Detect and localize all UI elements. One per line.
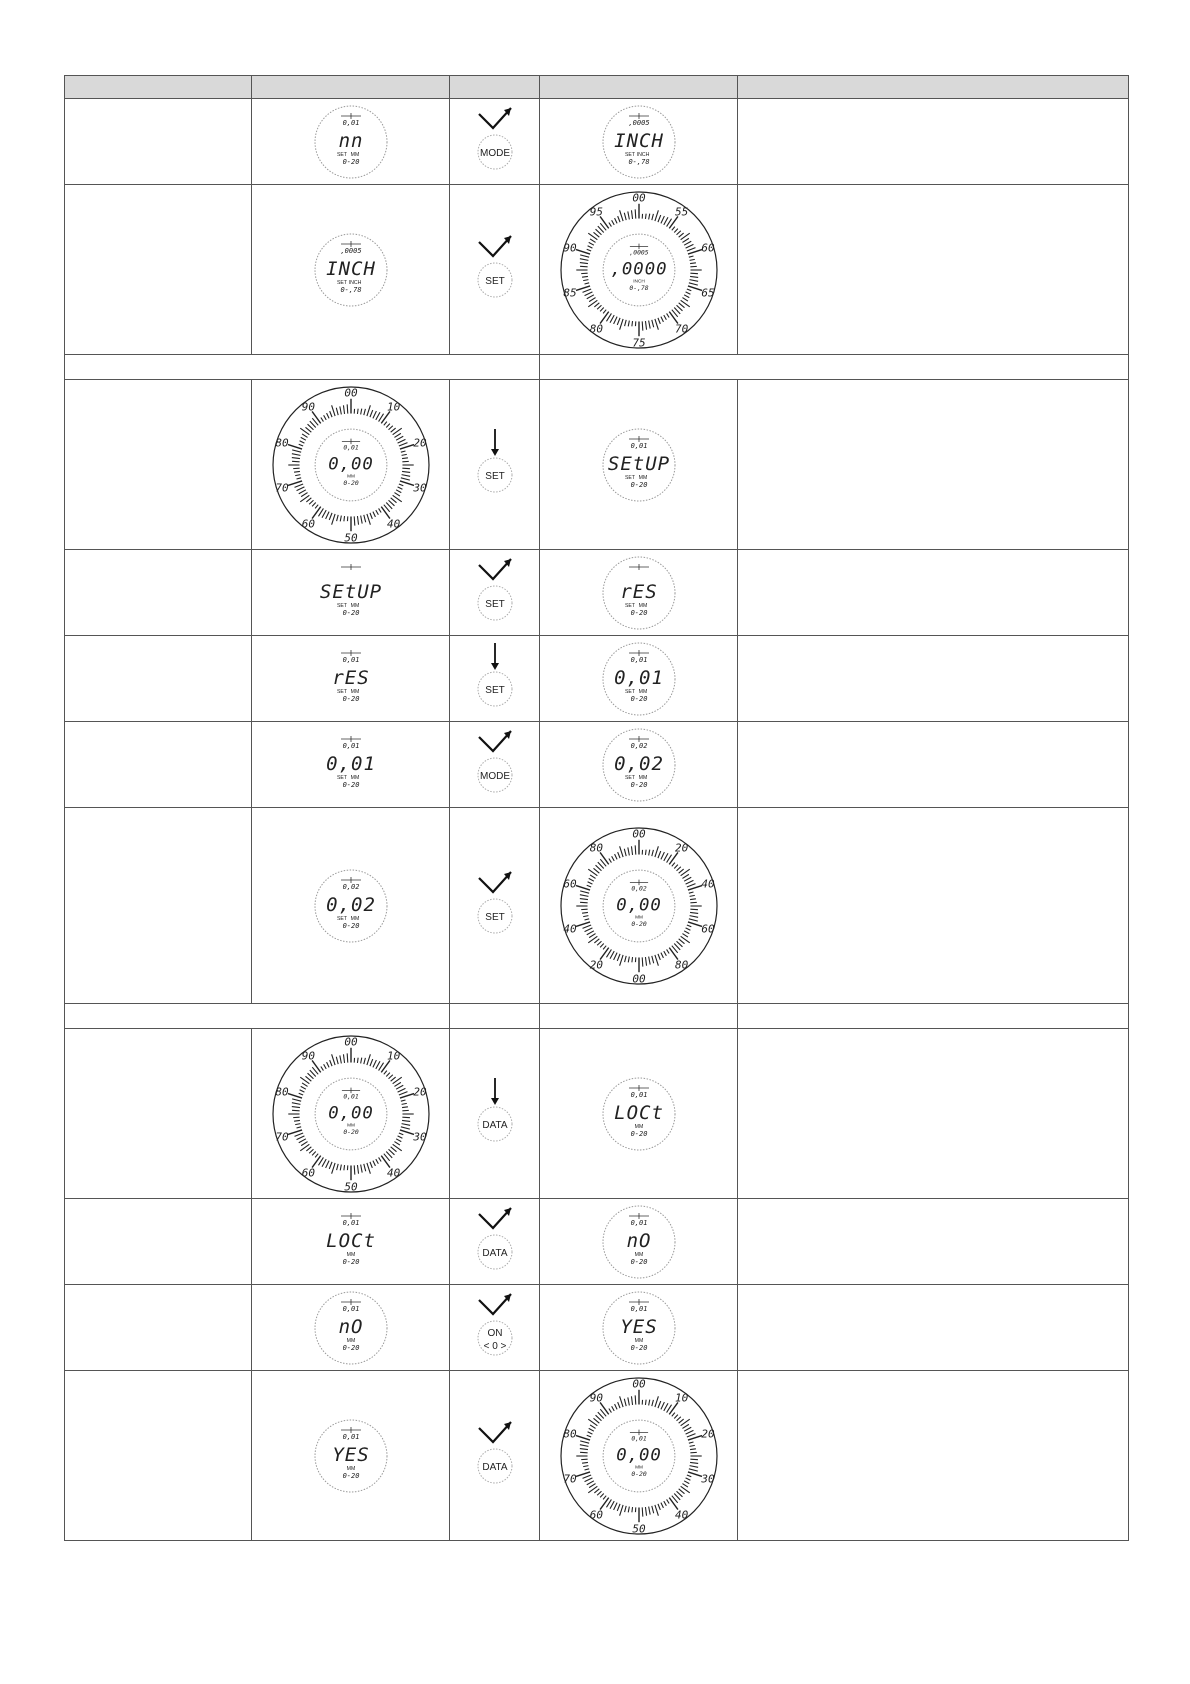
range-readout: 0-20 [342, 921, 359, 930]
resolution-readout: 0,01 [342, 741, 359, 750]
main-readout: 0,01 [613, 666, 664, 689]
unit-indicator: MM [346, 1251, 355, 1258]
resolution-readout: 0,01 [342, 443, 359, 452]
display-before-cell [252, 99, 450, 185]
action-cell [450, 1285, 540, 1371]
main-readout: SEtUP [607, 452, 670, 475]
action-cell [450, 185, 540, 355]
header-cell [738, 76, 1129, 99]
dial-label: 90 [562, 241, 577, 255]
resolution-readout: 0,01 [342, 1218, 359, 1227]
unit-indicator: MM [634, 1337, 643, 1344]
dial-label: 80 [562, 1427, 577, 1441]
button-label: < 0 > [483, 1340, 506, 1352]
dial-label: 70 [562, 1471, 577, 1485]
resolution-readout: 0,02 [630, 741, 647, 750]
lcd-display [311, 639, 391, 719]
step-row [65, 1285, 1129, 1371]
range-readout: 0-20 [342, 1343, 359, 1352]
table-header-row [65, 76, 1129, 99]
range-readout: 0-20 [342, 1471, 359, 1480]
resolution-readout: 0,02 [342, 882, 359, 891]
notes-cell [738, 380, 1129, 550]
section-cell [540, 355, 1129, 380]
set-indicator: SET [336, 151, 347, 158]
unit-indicator: MM [350, 774, 359, 781]
range-readout: 0-20 [630, 1129, 647, 1138]
range-readout: 0-,78 [628, 283, 649, 292]
display-after-cell [540, 1371, 738, 1541]
step-description-cell [65, 1029, 252, 1199]
display-after-cell [540, 550, 738, 636]
button-label: SET [484, 911, 505, 923]
dial-label: 20 [674, 840, 688, 854]
unit-indicator: MM [350, 915, 359, 922]
display-after-cell [540, 1285, 738, 1371]
dial-label: 30 [412, 1129, 427, 1143]
action-cell [450, 550, 540, 636]
dial-label: 80 [589, 840, 603, 854]
dial-label: 10 [674, 1390, 688, 1404]
display-after-cell [540, 1199, 738, 1285]
dial-label: 55 [674, 204, 688, 218]
step-row [65, 722, 1129, 808]
dial-label: 70 [274, 480, 289, 494]
unit-indicator: MM [638, 688, 647, 695]
step-description-cell [65, 1285, 252, 1371]
action-cell [450, 722, 540, 808]
release-check-icon [465, 553, 525, 633]
display-after-cell [540, 636, 738, 722]
lcd-display [599, 102, 679, 182]
unit-indicator: INCH [632, 279, 645, 285]
display-after-cell [540, 722, 738, 808]
dial-label: 30 [412, 480, 427, 494]
lcd-display [311, 102, 391, 182]
resolution-readout: 0,01 [342, 1432, 359, 1441]
dial-label: 30 [700, 1471, 715, 1485]
button-label: SET [484, 684, 505, 696]
main-readout: YES [331, 1443, 370, 1466]
dial-label: 00 [631, 826, 646, 840]
lcd-display [311, 1416, 391, 1496]
header-cell [450, 76, 540, 99]
dial-label: 75 [631, 336, 646, 350]
lcd-display [599, 725, 679, 805]
unit-indicator: MM [350, 151, 359, 158]
set-indicator: SET [624, 774, 635, 781]
release-check-icon [465, 230, 525, 310]
dial-label: 40 [562, 921, 577, 935]
header-cell [540, 76, 738, 99]
button-label: MODE [479, 770, 510, 782]
table-body [65, 99, 1129, 1541]
section-cell [65, 1004, 450, 1029]
unit-indicator: MM [346, 1337, 355, 1344]
unit-indicator: MM [346, 474, 355, 480]
range-readout: 0-20 [630, 1343, 647, 1352]
section-cell [65, 355, 540, 380]
dial-label: 00 [631, 190, 646, 204]
range-readout: 0-20 [630, 694, 647, 703]
section-cell [450, 1004, 540, 1029]
unit-indicator: MM [634, 915, 643, 921]
step-description-cell [65, 722, 252, 808]
release-check-icon [465, 102, 525, 182]
button-label: DATA [481, 1461, 508, 1473]
button-label: DATA [481, 1119, 508, 1131]
analog-dial-display [557, 824, 721, 988]
dial-label: 60 [700, 921, 715, 935]
set-indicator: SET [336, 774, 347, 781]
range-readout: 0-20 [630, 1469, 647, 1478]
button-label: ON [487, 1327, 502, 1339]
step-description-cell [65, 808, 252, 1004]
dial-label: 80 [274, 1085, 289, 1099]
dial-label: 20 [412, 1085, 427, 1099]
step-row [65, 99, 1129, 185]
range-readout: 0-20 [342, 608, 359, 617]
release-check-icon [465, 1202, 525, 1282]
range-readout: 0-20 [342, 780, 359, 789]
dial-label: 10 [386, 1048, 400, 1062]
step-row [65, 1199, 1129, 1285]
range-readout: 0-20 [342, 1127, 359, 1136]
lcd-display [311, 230, 391, 310]
range-readout: 0-20 [630, 1257, 647, 1266]
unit-indicator: MM [346, 1465, 355, 1472]
dial-label: 40 [700, 877, 715, 891]
notes-cell [738, 550, 1129, 636]
display-after-cell [540, 380, 738, 550]
notes-cell [738, 1285, 1129, 1371]
display-before-cell [252, 636, 450, 722]
release-check-icon [465, 866, 525, 946]
range-readout: 0-20 [630, 780, 647, 789]
button-label: SET [484, 598, 505, 610]
dial-label: 95 [589, 204, 603, 218]
resolution-readout: 0,01 [342, 1304, 359, 1313]
press-arrow-icon [465, 1074, 525, 1154]
dial-label: 40 [386, 1166, 400, 1180]
lcd-display [311, 866, 391, 946]
main-readout: rES [619, 580, 658, 603]
release-check-icon [465, 1288, 525, 1368]
unit-indicator: MM [634, 1123, 643, 1130]
notes-cell [738, 1029, 1129, 1199]
action-cell [450, 636, 540, 722]
display-before-cell [252, 1285, 450, 1371]
resolution-readout: 0,01 [342, 1092, 359, 1101]
section-divider-row [65, 355, 1129, 380]
range-readout: 0-20 [630, 480, 647, 489]
release-check-icon [465, 725, 525, 805]
set-indicator: SET [336, 688, 347, 695]
lcd-display [599, 425, 679, 505]
main-readout: 0,02 [613, 752, 664, 775]
dial-label: 90 [301, 1048, 315, 1062]
notes-cell [738, 808, 1129, 1004]
main-readout: INCH [325, 257, 376, 280]
display-before-cell [252, 1029, 450, 1199]
release-check-icon [465, 1416, 525, 1496]
range-readout: 0-,78 [339, 285, 362, 294]
display-after-cell [540, 99, 738, 185]
lcd-display [599, 1074, 679, 1154]
set-indicator: SET [336, 602, 347, 609]
action-cell [450, 380, 540, 550]
unit-indicator: MM [638, 774, 647, 781]
main-readout: LOCt [325, 1229, 376, 1252]
dial-label: 20 [700, 1427, 715, 1441]
display-before-cell [252, 1371, 450, 1541]
action-cell [450, 1199, 540, 1285]
display-before-cell [252, 1199, 450, 1285]
unit-indicator: INCH [636, 151, 649, 158]
resolution-readout: 0,01 [630, 1090, 647, 1099]
step-description-cell [65, 636, 252, 722]
display-before-cell [252, 185, 450, 355]
section-divider-row [65, 1004, 1129, 1029]
resolution-readout: 0,01 [342, 118, 359, 127]
step-row [65, 808, 1129, 1004]
notes-cell [738, 99, 1129, 185]
display-after-cell [540, 1029, 738, 1199]
lcd-display [311, 1202, 391, 1282]
main-readout: ,0000 [609, 259, 668, 280]
step-description-cell [65, 380, 252, 550]
dial-label: 50 [631, 1522, 646, 1536]
main-readout: 0,02 [325, 893, 376, 916]
resolution-readout: ,0005 [628, 248, 649, 257]
action-cell [450, 1029, 540, 1199]
main-readout: YES [619, 1315, 658, 1338]
step-row [65, 636, 1129, 722]
unit-indicator: INCH [348, 279, 361, 286]
lcd-display [599, 553, 679, 633]
step-description-cell [65, 1199, 252, 1285]
resolution-readout: 0,01 [630, 441, 647, 450]
analog-dial-display [269, 383, 433, 547]
resolution-readout: 0,02 [630, 884, 647, 893]
range-readout: 0-20 [342, 478, 359, 487]
notes-cell [738, 185, 1129, 355]
unit-indicator: MM [346, 1123, 355, 1129]
set-indicator: SET [624, 602, 635, 609]
set-indicator: SET [336, 279, 347, 286]
range-readout: 0-20 [342, 1257, 359, 1266]
step-description-cell [65, 185, 252, 355]
dial-label: 00 [631, 972, 646, 986]
main-readout: 0,00 [327, 1103, 374, 1124]
dial-label: 90 [301, 399, 315, 413]
step-row [65, 550, 1129, 636]
lcd-display [599, 1202, 679, 1282]
dial-label: 80 [589, 322, 603, 336]
press-arrow-icon [465, 639, 525, 719]
dial-label: 50 [343, 1180, 358, 1194]
unit-indicator: MM [638, 474, 647, 481]
range-readout: 0-20 [630, 608, 647, 617]
step-row [65, 380, 1129, 550]
section-cell [540, 1004, 738, 1029]
dial-label: 40 [674, 1508, 688, 1522]
lcd-display [599, 639, 679, 719]
button-label: MODE [479, 147, 510, 159]
range-readout: 0-,78 [627, 157, 650, 166]
dial-label: 10 [386, 399, 400, 413]
dial-label: 60 [700, 241, 715, 255]
step-row [65, 1029, 1129, 1199]
step-description-cell [65, 99, 252, 185]
display-before-cell [252, 380, 450, 550]
set-indicator: SET [624, 151, 635, 158]
action-cell [450, 808, 540, 1004]
dial-label: 20 [589, 958, 603, 972]
dial-label: 60 [301, 1166, 315, 1180]
section-cell [738, 1004, 1129, 1029]
lcd-display [311, 725, 391, 805]
display-after-cell [540, 185, 738, 355]
main-readout: 0,00 [615, 1445, 662, 1466]
header-cell [65, 76, 252, 99]
resolution-readout: 0,01 [630, 1218, 647, 1227]
notes-cell [738, 636, 1129, 722]
resolution-readout: ,0005 [339, 246, 362, 255]
button-label: DATA [481, 1247, 508, 1259]
step-row [65, 185, 1129, 355]
range-readout: 0-20 [342, 157, 359, 166]
dial-label: 80 [674, 958, 688, 972]
unit-indicator: MM [638, 602, 647, 609]
main-readout: 0,01 [325, 752, 376, 775]
dial-label: 50 [343, 531, 358, 545]
range-readout: 0-20 [630, 919, 647, 928]
resolution-readout: 0,01 [342, 655, 359, 664]
resolution-readout: 0,01 [630, 1304, 647, 1313]
main-readout: nO [338, 1315, 363, 1338]
press-arrow-icon [465, 425, 525, 505]
dial-label: 70 [674, 322, 688, 336]
dial-label: 00 [343, 385, 358, 399]
unit-indicator: MM [350, 602, 359, 609]
lcd-display [311, 1288, 391, 1368]
analog-dial-display [557, 1374, 721, 1538]
step-description-cell [65, 550, 252, 636]
unit-indicator: MM [634, 1465, 643, 1471]
header-cell [252, 76, 450, 99]
analog-dial-display [557, 188, 721, 352]
main-readout: nn [338, 129, 363, 152]
step-row [65, 1371, 1129, 1541]
dial-label: 00 [343, 1034, 358, 1048]
main-readout: LOCt [613, 1101, 664, 1124]
main-readout: rES [331, 666, 370, 689]
notes-cell [738, 1199, 1129, 1285]
main-readout: INCH [613, 129, 664, 152]
notes-cell [738, 722, 1129, 808]
lcd-display [599, 1288, 679, 1368]
button-label: SET [484, 470, 505, 482]
step-description-cell [65, 1371, 252, 1541]
dial-label: 20 [412, 436, 427, 450]
dial-label: 00 [631, 1376, 646, 1390]
resolution-readout: ,0005 [627, 118, 650, 127]
dial-label: 60 [301, 517, 315, 531]
main-readout: nO [626, 1229, 651, 1252]
display-before-cell [252, 550, 450, 636]
set-indicator: SET [624, 474, 635, 481]
unit-indicator: MM [350, 688, 359, 695]
set-indicator: SET [624, 688, 635, 695]
dial-label: 65 [700, 285, 715, 299]
set-indicator: SET [336, 915, 347, 922]
unit-indicator: MM [634, 1251, 643, 1258]
main-readout: SEtUP [319, 580, 382, 603]
dial-label: 90 [589, 1390, 603, 1404]
main-readout: 0,00 [327, 454, 374, 475]
lcd-display [311, 553, 391, 633]
display-after-cell [540, 808, 738, 1004]
dial-label: 85 [562, 285, 577, 299]
resolution-readout: 0,01 [630, 1434, 647, 1443]
display-before-cell [252, 808, 450, 1004]
display-before-cell [252, 722, 450, 808]
dial-label: 80 [274, 436, 289, 450]
dial-label: 70 [274, 1129, 289, 1143]
range-readout: 0-20 [342, 694, 359, 703]
procedure-table [64, 75, 1129, 1541]
dial-label: 60 [562, 877, 577, 891]
action-cell [450, 1371, 540, 1541]
resolution-readout: 0,01 [630, 655, 647, 664]
dial-label: 60 [589, 1508, 603, 1522]
analog-dial-display [269, 1032, 433, 1196]
button-label: SET [484, 275, 505, 287]
main-readout: 0,00 [615, 895, 662, 916]
notes-cell [738, 1371, 1129, 1541]
dial-label: 40 [386, 517, 400, 531]
action-cell [450, 99, 540, 185]
